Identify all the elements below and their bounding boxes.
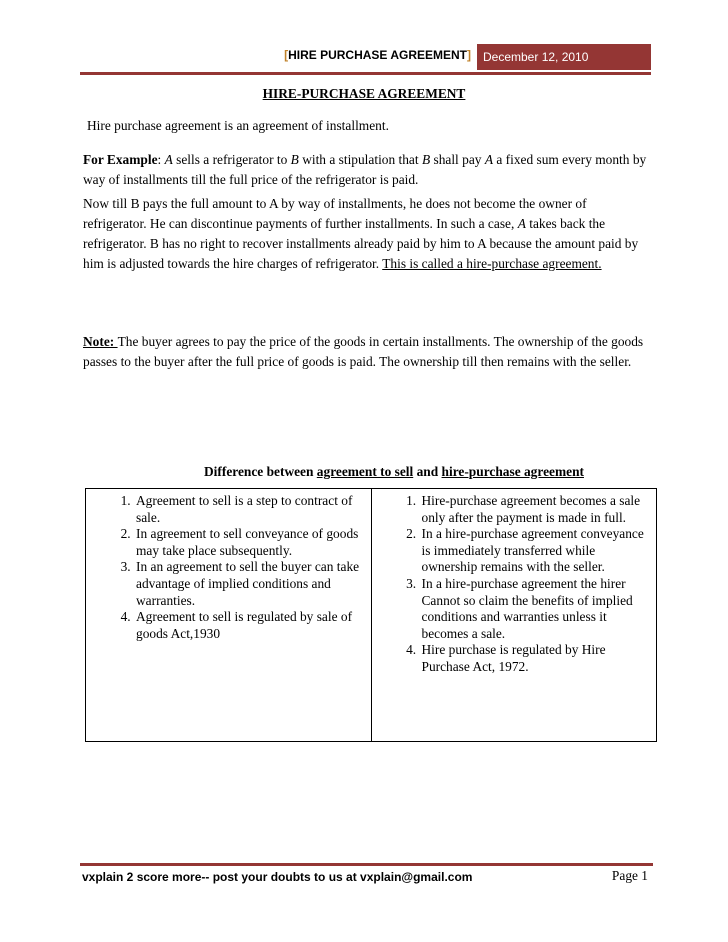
comparison-table: [85, 488, 657, 742]
page-number: Page 1: [611, 868, 648, 883]
list-item: 1. Hire-purchase agreement becomes a sale only after the payment is made in full.: [420, 493, 651, 526]
list-item: 1. Agreement to sell is a step to contract of sale.: [134, 493, 365, 526]
difference-heading: Difference between agreement to sell and hire-purchase agreement: [204, 464, 584, 479]
hire-purchase-list: [372, 493, 651, 676]
list-item: 2. In a hire-purchase agreement conveyance is immediately transferred while ownership remains with the seller.: [420, 526, 651, 576]
header-date: December 12, 2010: [477, 44, 651, 70]
explanation-paragraph: Now till B pays the full amount to A by way of installments, he does not become the owner of refrigerator. He can discontinue payments of further installments. In such a case, A takes back the refrigerator. B has no right to recover installments already paid by him to A because the amount paid by him is adjusted towards the hire charges of refrigerator. This is called a hire-purchase agreement.: [83, 196, 639, 271]
list-item: 2. In agreement to sell conveyance of goods may take place subsequently.: [134, 526, 365, 559]
header-divider: [80, 72, 651, 75]
hire-purchase-cell: [371, 489, 657, 742]
header-title: [HIRE PURCHASE AGREEMENT]: [284, 48, 471, 62]
intro-paragraph: Hire purchase agreement is an agreement of installment.: [87, 118, 389, 133]
list-item: 4. Hire purchase is regulated by Hire Purchase Act, 1972.: [420, 642, 651, 675]
agreement-to-sell-list: [86, 493, 365, 642]
footer-text: vxplain 2 score more-- post your doubts to us at vxplain@gmail.com: [82, 870, 473, 884]
example-paragraph: For Example: A sells a refrigerator to B with a stipulation that B shall pay A a fixed sum every month by way of installments till the full price of the refrigerator is paid.: [83, 152, 647, 187]
page-header: [80, 44, 651, 70]
note-paragraph: Note: The buyer agrees to pay the price of the goods in certain installments. The ownership of the goods passes to the buyer after the full price of goods is paid. The ownership till then remains with the seller.: [83, 334, 644, 369]
agreement-to-sell-cell: [86, 489, 372, 742]
list-item: 3. In a hire-purchase agreement the hirer Cannot so claim the benefits of implied conditions and warranties unless it becomes a sale.: [420, 576, 651, 642]
list-item: 4. Agreement to sell is regulated by sale of goods Act,1930: [134, 609, 365, 642]
document-title: HIRE-PURCHASE AGREEMENT: [262, 86, 466, 101]
list-item: 3. In an agreement to sell the buyer can take advantage of implied conditions and warranties.: [134, 559, 365, 609]
footer-divider: [80, 863, 653, 866]
